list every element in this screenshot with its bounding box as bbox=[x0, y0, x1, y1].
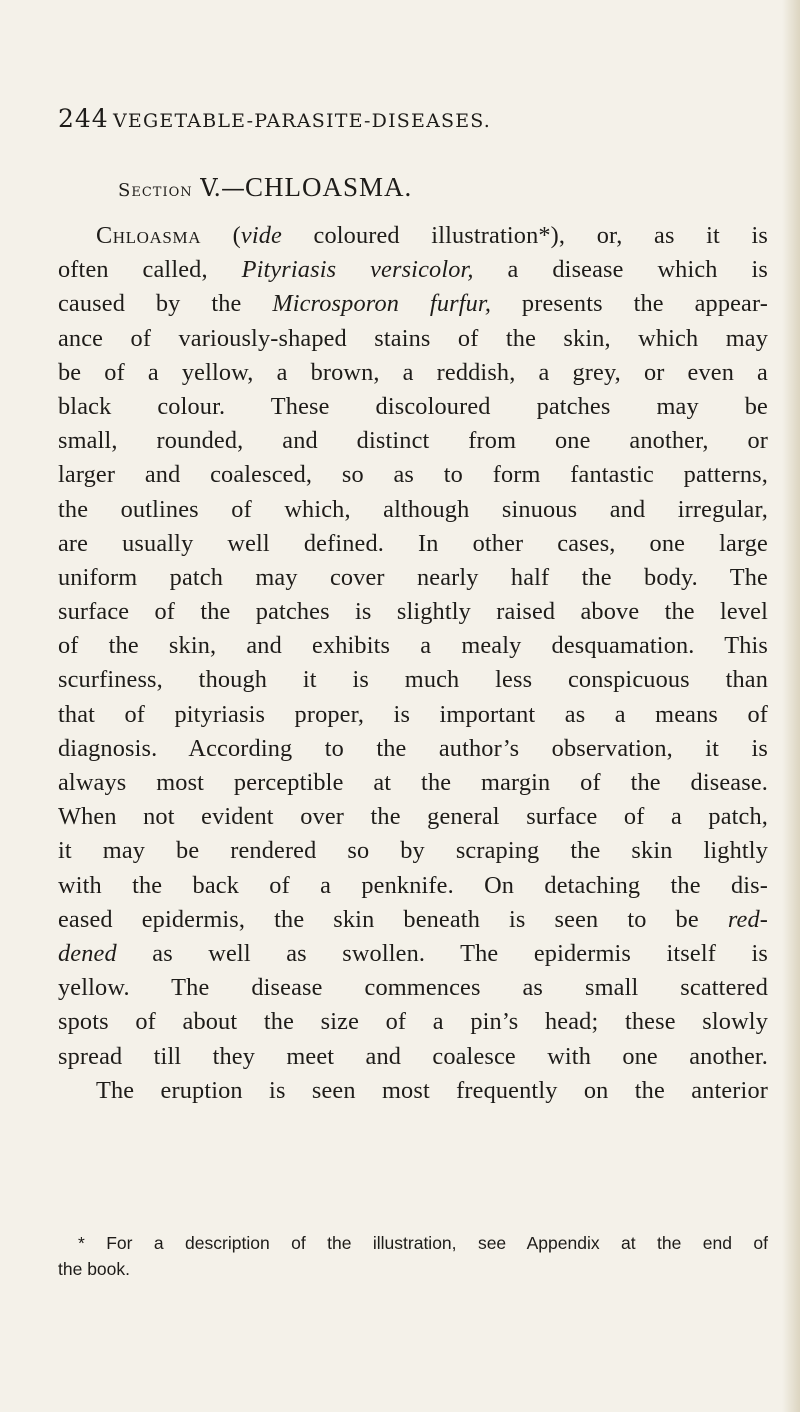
text-line: be of a yellow, a brown, a reddish, a grey, or even a bbox=[58, 358, 768, 386]
section-number: V.— bbox=[200, 174, 246, 202]
text-line: When not evident over the general surface of a patch, bbox=[58, 803, 768, 831]
text-line: surface of the patches is slightly raised above the level bbox=[58, 598, 768, 626]
page-edge-shadow bbox=[782, 0, 800, 1412]
text-line bbox=[58, 903, 768, 937]
section-heading bbox=[118, 170, 618, 208]
text-line: The eruption is seen most frequently on the anterior bbox=[96, 1076, 768, 1104]
footnote-line: * For a description of the illustration, see Appendix at the end of bbox=[78, 1233, 768, 1253]
text-line: of the skin, and exhibits a mealy desquamation. This bbox=[58, 632, 768, 660]
text-line: black colour. These discoloured patches may be bbox=[58, 392, 768, 420]
text-segment: caused by the bbox=[58, 290, 273, 318]
text-line: scurfiness, though it is much less conspicuous than bbox=[58, 666, 768, 694]
text-line: the outlines of which, although sinuous and irregular, bbox=[58, 495, 768, 523]
text-line: diagnosis. According to the author’s observation, it is bbox=[58, 734, 768, 762]
text-line: with the back of a penknife. On detaching the dis- bbox=[58, 871, 768, 899]
text-line: are usually well defined. In other cases, one large bbox=[58, 529, 768, 557]
text-segment: presents the appear- bbox=[491, 290, 768, 318]
text-segment: as well as swollen. The epidermis itself is bbox=[116, 939, 768, 967]
text-segment: eased epidermis, the skin beneath is seen to be bbox=[58, 905, 728, 933]
text-line: spots of about the size of a pin’s head; these slowly bbox=[58, 1008, 768, 1036]
text-line bbox=[58, 253, 768, 287]
body-text bbox=[58, 219, 768, 1108]
page-number: 244 bbox=[58, 104, 109, 133]
running-title: VEGETABLE-PARASITE-DISEASES. bbox=[113, 110, 492, 132]
text-segment: ( bbox=[201, 222, 241, 249]
text-segment: a disease which is bbox=[473, 256, 768, 284]
text-line: ance of variously-shaped stains of the skin, which may bbox=[58, 324, 768, 352]
italic-pityriasis: Pityriasis versicolor, bbox=[241, 256, 474, 284]
text-line: it may be rendered so by scraping the skin lightly bbox=[58, 837, 768, 865]
section-title: CHLOASMA. bbox=[245, 172, 413, 202]
text-line: always most perceptible at the margin of the disease. bbox=[58, 769, 768, 796]
text-line: larger and coalesced, so as to form fantastic patterns, bbox=[58, 461, 768, 489]
footnote-line: the book. bbox=[58, 1259, 130, 1279]
text-line bbox=[58, 219, 768, 253]
italic-reddened: red- bbox=[727, 905, 768, 933]
footnote bbox=[58, 1230, 768, 1282]
term-chloasma: Chloasma bbox=[96, 222, 202, 249]
running-head bbox=[0, 104, 800, 144]
text-line: small, rounded, and distinct from one another, or bbox=[58, 427, 768, 455]
text-line: yellow. The disease commences as small scattered bbox=[58, 974, 768, 1002]
italic-microsporon: Microsporon furfur, bbox=[272, 290, 492, 318]
text-line bbox=[58, 937, 768, 971]
italic-dened: dened bbox=[58, 939, 117, 967]
text-segment: often called, bbox=[58, 256, 242, 284]
text-line bbox=[58, 287, 768, 321]
italic-vide: vide bbox=[240, 222, 282, 249]
text-line: uniform patch may cover nearly half the body. The bbox=[58, 563, 768, 591]
section-label-text: Section bbox=[118, 180, 193, 201]
section-label bbox=[118, 180, 193, 201]
text-line: spread till they meet and coalesce with one another. bbox=[58, 1042, 768, 1070]
text-segment: coloured illustration*), or, as it is bbox=[281, 222, 769, 249]
text-line: that of pityriasis proper, is important as a means of bbox=[58, 700, 768, 728]
